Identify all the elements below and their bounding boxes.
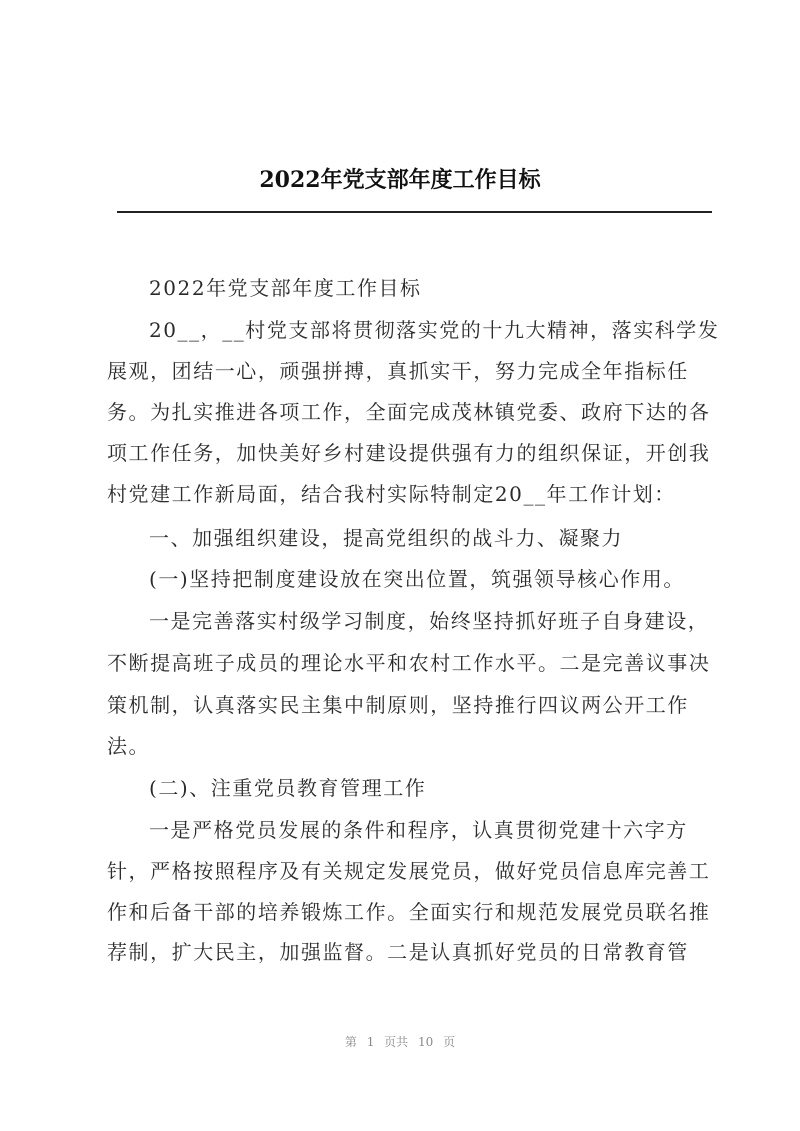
text-line: 一、加强组织建设，提高党组织的战斗力、凝聚力 (149, 526, 624, 550)
text-line: (一)坚持把制度建设放在突出位置，筑强领导核心作用。 (149, 567, 685, 591)
text-line: 荐制，扩大民主，加强监督。二是认真抓好党员的日常教育管 (107, 940, 689, 964)
text-line: 2022年党支部年度工作目标 (149, 276, 422, 300)
text-line: 策机制，认真落实民主集中制原则，坚持推行四议两公开工作 (107, 693, 689, 717)
text-line: 村党建工作新局面，结合我村实际特制定20__年工作计划： (107, 482, 676, 506)
text-line: 不断提高班子成员的理论水平和农村工作水平。二是完善议事决 (107, 651, 711, 675)
text-line: 一是完善落实村级学习制度，始终坚持抓好班子自身建设， (149, 609, 710, 633)
page-footer: 第 1 页共 10 页 (344, 1035, 456, 1049)
text-line: 针，严格按照程序及有关规定发展党员，做好党员信息库完善工 (107, 859, 711, 883)
title-divider (117, 211, 712, 213)
text-line: 作和后备干部的培养锻炼工作。全面实行和规范发展党员联名推 (107, 900, 711, 924)
text-line: 项工作任务，加快美好乡村建设提供强有力的组织保证，开创我 (107, 441, 711, 465)
text-line: (二)、注重党员教育管理工作 (149, 776, 427, 800)
text-line: 展观，团结一心，顽强拼搏，真抓实干，努力完成全年指标任 (107, 359, 689, 383)
document-title: 2022年党支部年度工作目标 (259, 167, 541, 193)
text-line: 法。 (107, 734, 151, 758)
text-line: 一是严格党员发展的条件和程序，认真贯彻党建十六字方 (149, 818, 688, 842)
text-line: 20__，__村党支部将贯彻落实党的十九大精神，落实科学发 (149, 318, 720, 342)
text-line: 务。为扎实推进各项工作，全面完成茂林镇党委、政府下达的各 (107, 400, 711, 424)
